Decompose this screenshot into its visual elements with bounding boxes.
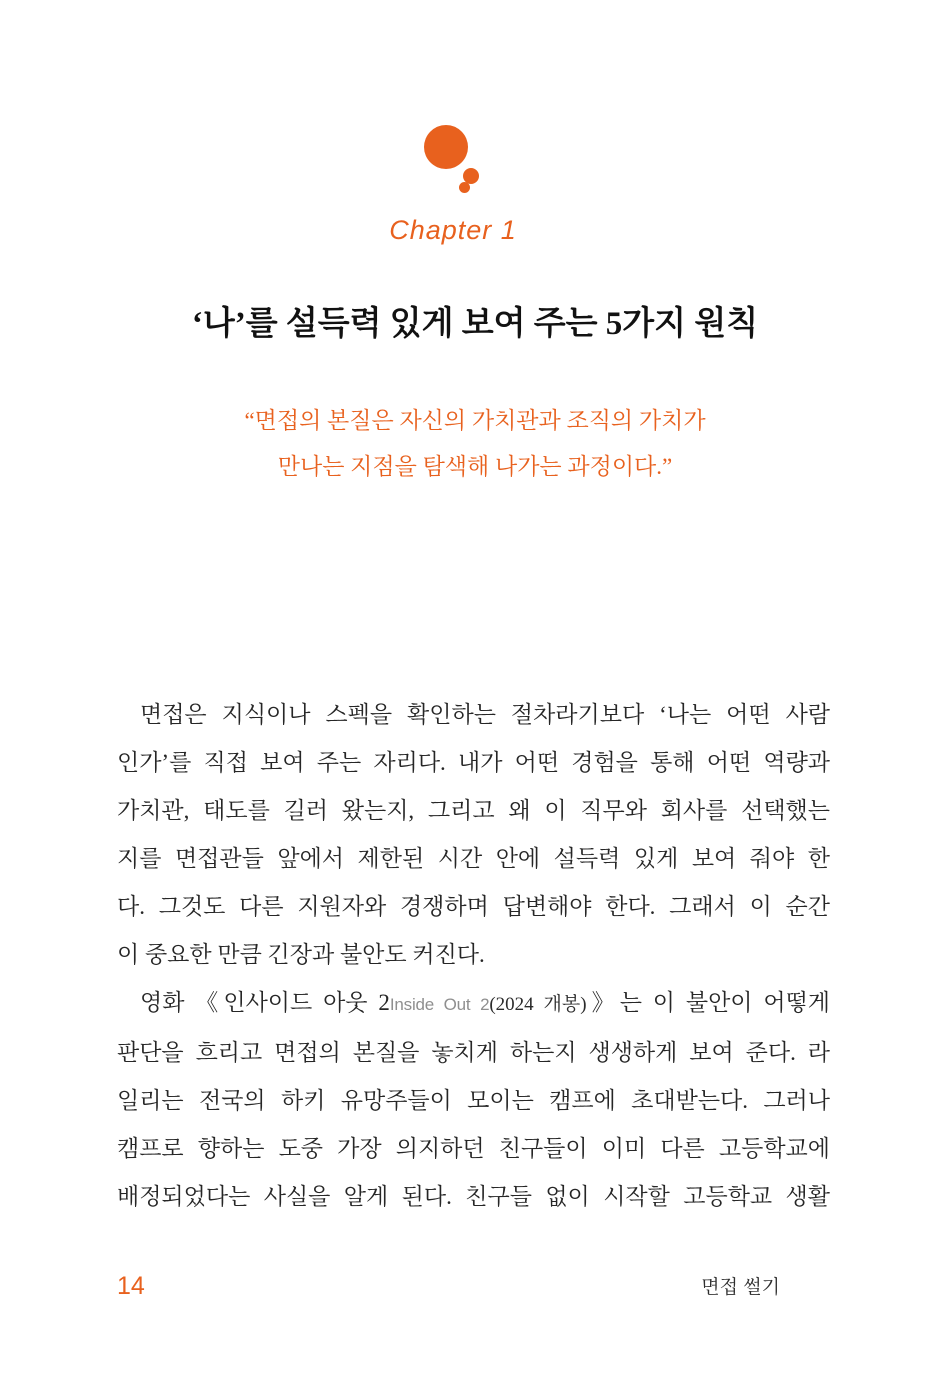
body-line: 면접은 지식이나 스펙을 확인하는 절차라기보다 ‘나는 어떤 사람 (140, 702, 830, 727)
body-text (117, 691, 830, 1221)
page-number: 14 (117, 1272, 145, 1300)
running-title: 면접 썰기 (701, 1277, 780, 1298)
movie-title-english-annotation: Inside Out 2 (389, 995, 490, 1014)
body-line: 다. 그것도 다른 지원자와 경쟁하며 답변해야 한다. 그래서 이 순간 (117, 894, 830, 919)
thought-bubble-large-circle (424, 125, 468, 169)
body-line: 인가’를 직접 보여 주는 자리다. 내가 어떤 경험을 통해 어떤 역량과 (117, 750, 830, 775)
thought-bubble-small-circle (459, 182, 470, 193)
movie-title-close: 》는 이 불안이 어떻게 (586, 990, 831, 1015)
body-line: 지를 면접관들 앞에서 제한된 시간 안에 설득력 있게 보여 줘야 한 (117, 846, 830, 871)
movie-title-korean: 영화 《인사이드 아웃 2 (140, 990, 390, 1015)
movie-release-year: (2024 개봉) (489, 994, 587, 1015)
chapter-title: ‘나’를 설득력 있게 보여 주는 5가지 원칙 (191, 306, 759, 342)
body-line: 배정되었다는 사실을 알게 된다. 친구들 없이 시작할 고등학교 생활 (117, 1184, 830, 1209)
body-line: 가치관, 태도를 길러 왔는지, 그리고 왜 이 직무와 회사를 선택했는 (117, 798, 830, 823)
body-line-with-movie-annotation (117, 979, 830, 1029)
chapter-label: Chapter 1 (389, 215, 517, 245)
epigraph-quote (0, 398, 950, 490)
epigraph-quote-line-1: “면접의 본질은 자신의 가치관과 조직의 가치가 (244, 408, 706, 433)
body-line: 캠프로 향하는 도중 가장 의지하던 친구들이 이미 다른 고등학교에 (117, 1136, 830, 1161)
epigraph-quote-line-2: 만나는 지점을 탐색해 나가는 과정이다.” (277, 454, 673, 479)
body-line: 일리는 전국의 하키 유망주들이 모이는 캠프에 초대받는다. 그러나 (117, 1088, 830, 1113)
body-line: 판단을 흐리고 면접의 본질을 놓치게 하는지 생생하게 보여 준다. 라 (117, 1040, 830, 1065)
body-line-paragraph-end: 이 중요한 만큼 긴장과 불안도 커진다. (117, 942, 485, 967)
